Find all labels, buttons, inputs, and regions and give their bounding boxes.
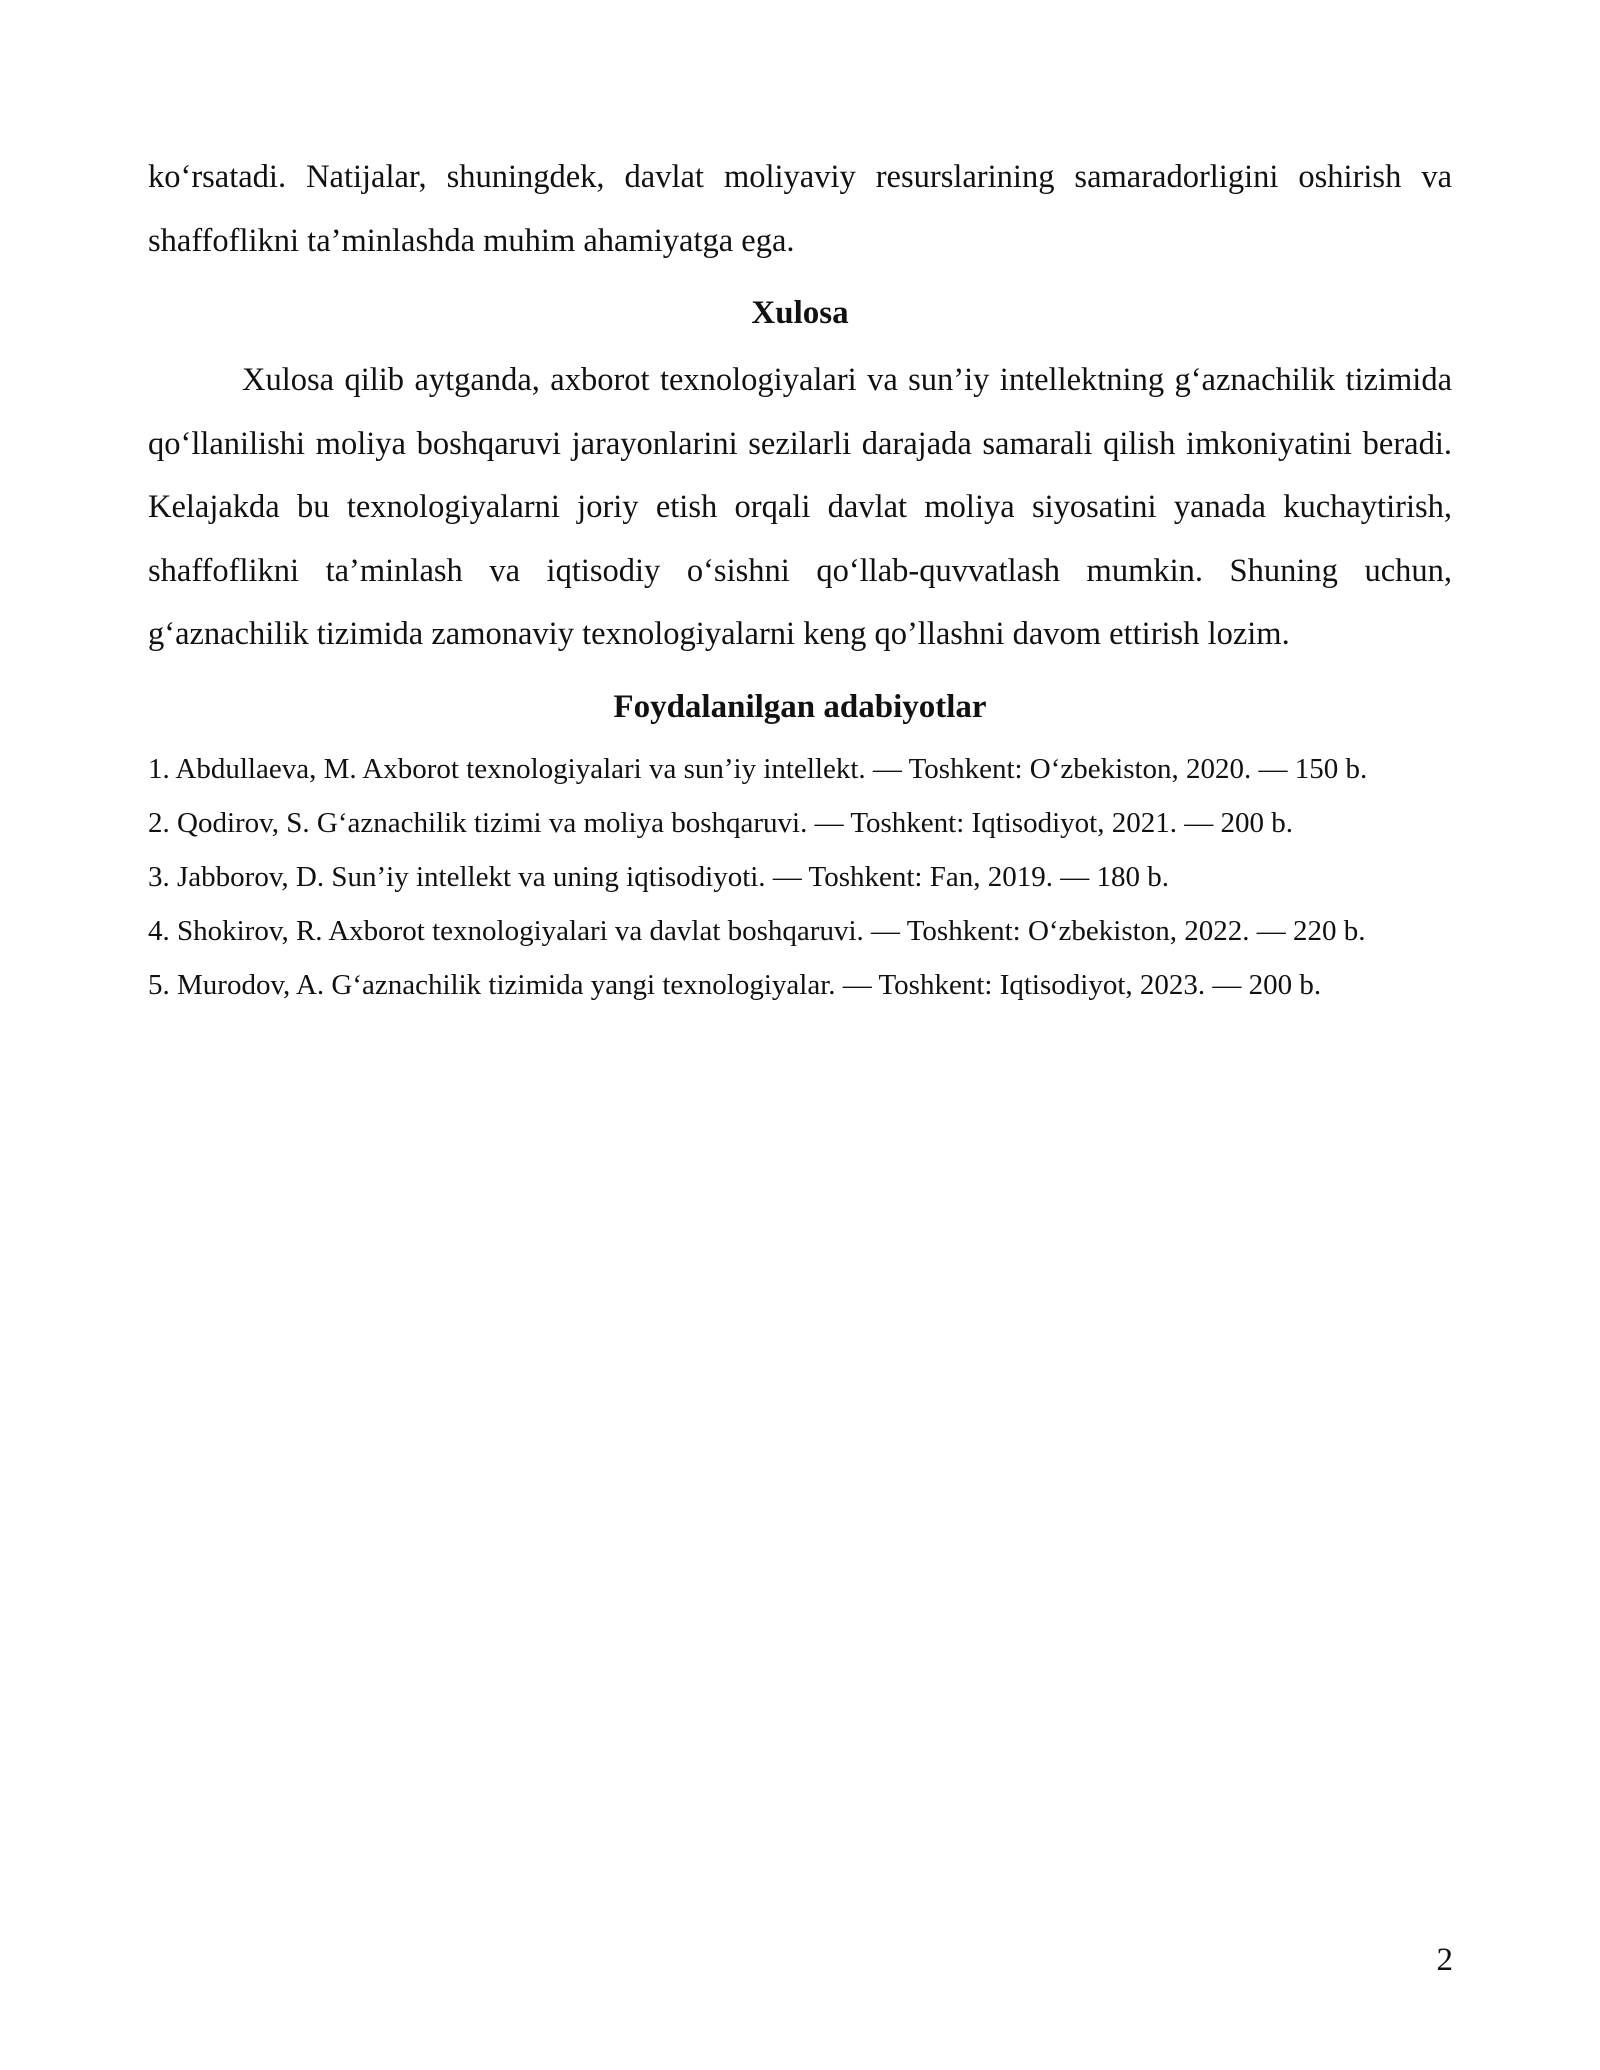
page-content	[148, 146, 1452, 1013]
reference-item: 3. Jabborov, D. Sun’iy intellekt va uning iqtisodiyoti. — Toshkent: Fan, 2019. — 180 b.	[148, 860, 1169, 893]
reference-item: 4. Shokirov, R. Axborot texnologiyalari va davlat boshqaruvi. — Toshkent: O‘zbekiston, 2022. — 220 b.	[148, 915, 1366, 948]
references-heading: Foydalanilgan adabiyotlar	[613, 688, 987, 725]
references-list	[148, 742, 1452, 1013]
page-number: 2	[1436, 1942, 1453, 1978]
continued-paragraph: ko‘rsatadi. Natijalar, shuningdek, davlat moliyaviy resurslarining samaradorligini oshirish va shaffoflikni ta’minlashda muhim ahamiyatga ega.	[148, 159, 1452, 259]
reference-item: 5. Murodov, A. G‘aznachilik tizimida yangi texnologiyalar. — Toshkent: Iqtisodiyot, 2023. — 200 b.	[148, 969, 1322, 1002]
conclusion-paragraph: Xulosa qilib aytganda, axborot texnologiyalari va sun’iy intellektning g‘aznachilik tizimida qo‘llanilishi moliya boshqaruvi jarayonlarini sezilarli darajada samarali qilish imkoniyatini beradi. Kelajakda bu texnologiyalarni joriy etish orqali davlat moliya siyosatini yanada kuchaytirish, shaffoflikni ta’minlash va iqtisodiy o‘sishni qo‘llab-quvvatlash mumkin. Shuning uchun, g‘aznachilik tizimida zamonaviy texnologiyalarni keng qo’llashni davom ettirish lozim.	[148, 362, 1452, 652]
reference-item: 2. Qodirov, S. G‘aznachilik tizimi va moliya boshqaruvi. — Toshkent: Iqtisodiyot, 2021. — 200 b.	[148, 806, 1293, 839]
reference-item: 1. Abdullaeva, M. Axborot texnologiyalari va sun’iy intellekt. — Toshkent: O‘zbekiston, 2020. — 150 b.	[148, 752, 1368, 785]
conclusion-heading: Xulosa	[751, 295, 849, 331]
